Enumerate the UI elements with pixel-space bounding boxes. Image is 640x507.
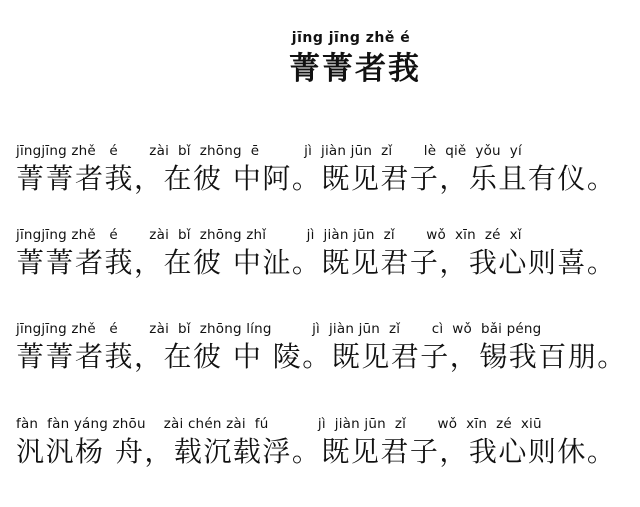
stanza-2 xyxy=(16,225,636,281)
stanza-3-hanzi: 菁菁者莪，在彼 中 陵。既见君子，锡我百朋。 xyxy=(16,340,627,373)
stanza-1-hanzi: 菁菁者莪，在彼 中阿。既见君子，乐且有仪。 xyxy=(16,162,617,195)
stanza-4-hanzi: 汎汎杨 舟，载沉载浮。既见君子，我心则休。 xyxy=(16,435,617,468)
stanza-3 xyxy=(16,319,636,375)
title-hanzi: 菁菁者莪 xyxy=(289,51,421,87)
stanza-1 xyxy=(16,141,636,197)
stanza-4 xyxy=(16,414,636,470)
stanza-4-pinyin: fàn fàn yáng zhōu zài chén zài fú jì jiàn jūn zǐ wǒ xīn zé xiū xyxy=(16,416,542,432)
stanza-2-hanzi: 菁菁者莪，在彼 中沚。既见君子，我心则喜。 xyxy=(16,246,617,279)
stanza-2-pinyin: jīngjīng zhě é zài bǐ zhōng zhǐ jì jiàn jūn zǐ wǒ xīn zé xǐ xyxy=(16,227,522,243)
stanza-1-pinyin: jīngjīng zhě é zài bǐ zhōng ē jì jiàn jūn zǐ lè qiě yǒu yí xyxy=(16,143,522,159)
stanza-3-pinyin: jīngjīng zhě é zài bǐ zhōng líng jì jiàn jūn zǐ cì wǒ bǎi péng xyxy=(16,321,542,337)
poem-title xyxy=(0,28,640,90)
title-pinyin: jīng jīng zhě é xyxy=(291,30,411,46)
